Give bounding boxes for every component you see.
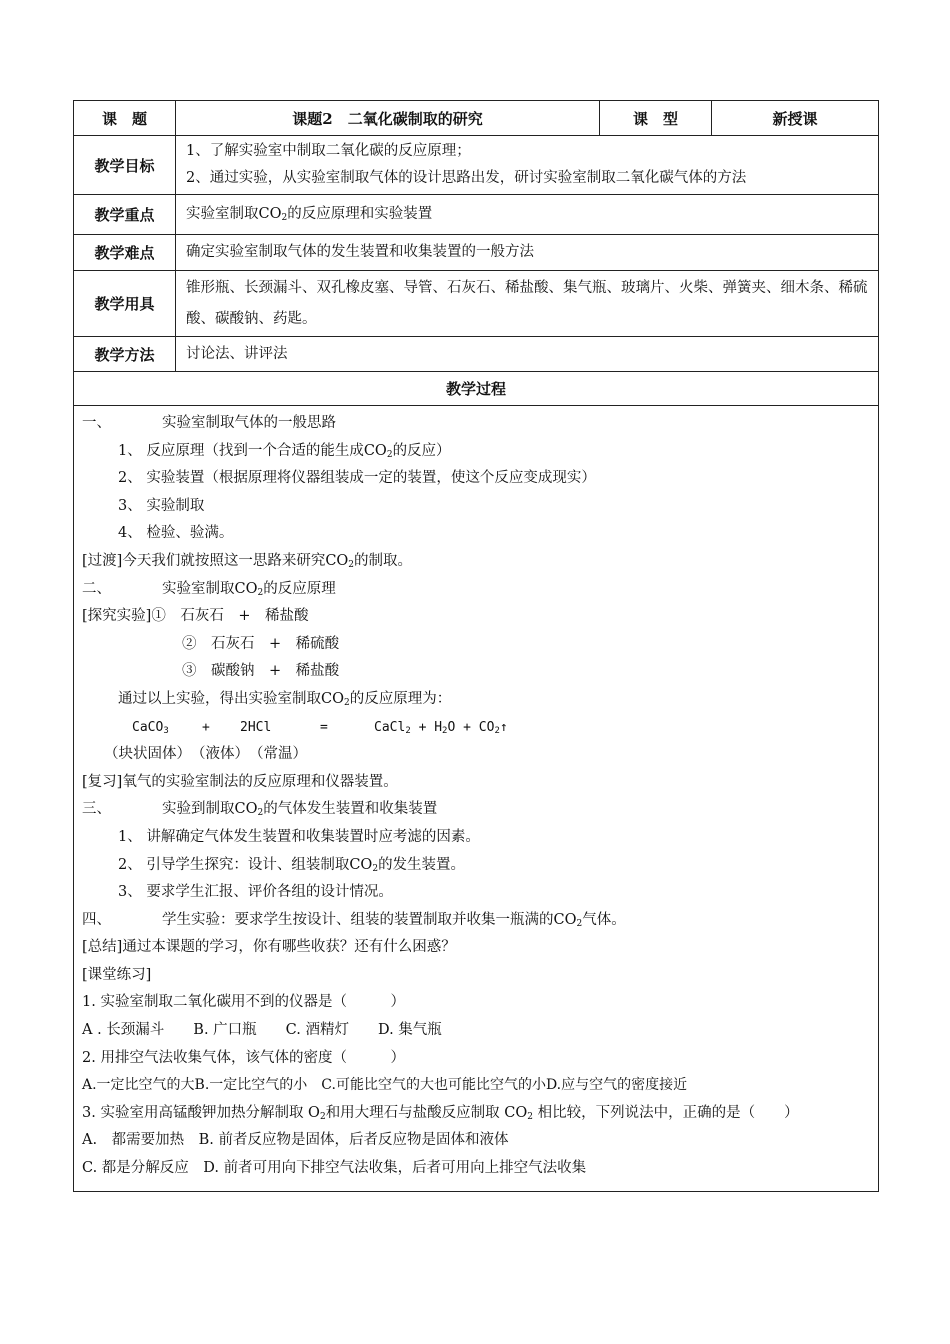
section-3-b: 的气体发生装置和收集装置 (263, 801, 438, 818)
s3-item-3: 3、 要求学生汇报、评价各组的设计情况。 (118, 884, 393, 901)
s1-item-1-a: 1、 反应原理（找到一个合适的能生成CO (118, 442, 387, 459)
question-3-options-cd: C. 都是分解反应 D. 前者可用向下排空气法收集，后者可用向上排空气法收集 (82, 1160, 587, 1177)
eq-h2o: + H (418, 719, 443, 735)
key-text-b: 的反应原理和实验装置 (287, 206, 433, 222)
experiment-1 (82, 603, 870, 631)
eq-cacl2: CaCl (374, 719, 406, 735)
subscript: 2 (281, 213, 288, 223)
lesson-plan-table (73, 100, 879, 1192)
key-text-a: 实验室制取CO (186, 206, 282, 222)
subscript: 2 (319, 1111, 326, 1122)
method-label: 教学方法 (74, 337, 176, 372)
experiment-2: ② 石灰石 + 稀硫酸 (182, 635, 340, 652)
section-2 (82, 576, 870, 604)
key-row (74, 195, 879, 235)
conclusion-b: 的反应原理为： (349, 690, 452, 707)
section-4-a: 学生实验：要求学生按设计、组装的装置制取并收集一瓶满的CO (162, 911, 577, 928)
section-3-num: 三、 (82, 801, 111, 818)
topic-value: 课题2 二氧化碳制取的研究 (176, 101, 600, 136)
experiment-3: ③ 碳酸钠 + 稀盐酸 (182, 663, 340, 680)
key-value (176, 195, 879, 235)
experiment-1-text: ① 石灰石 + 稀盐酸 (151, 608, 309, 625)
key-label: 教学重点 (74, 195, 176, 235)
section-2-num: 二、 (82, 580, 111, 597)
subscript: 2 (257, 808, 264, 819)
tools-label: 教学用具 (74, 271, 176, 337)
question-3 (82, 1100, 870, 1128)
subscript: 2 (257, 587, 264, 598)
process-title: 教学过程 (74, 372, 879, 406)
subscript: 2 (442, 725, 448, 736)
eq-equals: = (320, 719, 328, 735)
header-row (74, 101, 879, 136)
practice-heading: [课堂练习] (82, 966, 152, 983)
section-3 (82, 796, 870, 824)
type-label: 课 型 (600, 101, 712, 136)
section-4 (82, 907, 870, 935)
section-3-a: 实验到制取CO (162, 801, 258, 818)
section-1 (82, 410, 870, 438)
process-body-row (74, 406, 879, 1192)
question-1: 1. 实验室制取二氧化碳用不到的仪器是（ ） (82, 994, 405, 1011)
conditions: （块状固体） （液体） （常温） (104, 746, 307, 763)
lesson-plan-sheet (73, 100, 878, 1192)
difficult-value: 确定实验室制取气体的发生装置和收集装置的一般方法 (176, 235, 879, 271)
subscript: 2 (343, 697, 350, 708)
s3-item-1: 1、 讲解确定气体发生装置和收集装置时应考滤的因素。 (118, 828, 480, 845)
s3-item-2-a: 2、 引导学生探究：设计、组装制取CO (118, 856, 373, 873)
summary: [总结]通过本课题的学习，你有哪些收获？还有什么困惑？ (82, 939, 456, 956)
section-1-num: 一、 (82, 415, 111, 431)
transition-b: 的制取。 (354, 552, 413, 569)
s3-item-2-b: 的发生装置。 (378, 856, 466, 873)
difficult-row (74, 235, 879, 271)
eq-plus: + (202, 719, 210, 735)
subscript: 2 (386, 449, 393, 460)
method-value: 讨论法、讲评法 (176, 337, 879, 372)
subscript: 2 (494, 725, 500, 736)
eq-hcl: 2HCl (240, 719, 272, 735)
chemical-equation (82, 714, 870, 742)
s3-item-2 (82, 852, 870, 880)
gas-arrow-icon: ↑ (499, 719, 508, 735)
transition (82, 548, 870, 576)
subscript: 2 (348, 559, 355, 570)
conclusion (82, 686, 870, 714)
transition-a: [过渡]今天我们就按照这一思路来研究CO (82, 552, 349, 569)
method-row (74, 337, 879, 372)
s1-item-1-b: 的反应） (392, 442, 451, 459)
topic-label: 课 题 (74, 101, 176, 136)
subscript: 3 (163, 725, 169, 736)
question-1-options: A . 长颈漏斗 B. 广口瓶 C. 酒精灯 D. 集气瓶 (82, 1022, 442, 1039)
goals-row (74, 136, 879, 195)
question-2-options: A.一定比空气的大B.一定比空气的小 C.可能比空气的大也可能比空气的小D.应与空气的密度接近 (82, 1077, 688, 1094)
section-2-a: 实验室制取CO (162, 580, 258, 597)
question-3-c: 相比较，下列说法中，正确的是（ ） (533, 1104, 799, 1121)
tools-value: 锥形瓶、长颈漏斗、双孔橡皮塞、导管、石灰石、稀盐酸、集气瓶、玻璃片、火柴、弹簧夹、细木条、稀硫酸、碳酸钠、药匙。 (176, 271, 879, 337)
eq-o-co2: O + CO (447, 719, 495, 735)
question-3-b: 和用大理石与盐酸反应制取 CO (325, 1104, 528, 1121)
question-3-options-ab: A. 都需要加热 B. 前者反应物是固体，后者反应物是固体和液体 (82, 1132, 509, 1149)
process-body (74, 406, 879, 1192)
subscript: 2 (405, 725, 411, 736)
difficult-label: 教学难点 (74, 235, 176, 271)
review: [复习]氧气的实验室制法的反应原理和仪器装置。 (82, 773, 398, 790)
subscript: 2 (527, 1111, 534, 1122)
s1-item-1 (82, 438, 870, 466)
s1-item-4: 4、 检验、验满。 (118, 525, 234, 542)
section-4-num: 四、 (82, 911, 111, 928)
question-3-a: 3. 实验室用高锰酸钾加热分解制取 O (82, 1104, 320, 1121)
type-value: 新授课 (712, 101, 879, 136)
goal-2: 2、通过实验，从实验室制取气体的设计思路出发，研讨实验室制取二氧化碳气体的方法 (186, 170, 747, 186)
subscript: 2 (576, 918, 583, 929)
goals-value (176, 136, 879, 195)
s1-item-3: 3、 实验制取 (118, 497, 205, 514)
eq-caco3: CaCO (132, 719, 164, 735)
experiment-prefix: [探究实验] (82, 608, 152, 625)
process-title-row (74, 372, 879, 406)
goals-label: 教学目标 (74, 136, 176, 195)
conclusion-a: 通过以上实验，得出实验室制取CO (118, 690, 344, 707)
section-1-text: 实验室制取气体的一般思路 (162, 415, 336, 431)
question-2: 2. 用排空气法收集气体，该气体的密度（ ） (82, 1049, 405, 1066)
section-4-b: 气体。 (582, 911, 626, 928)
s1-item-2: 2、 实验装置（根据原理将仪器组装成一定的装置，使这个反应变成现实） (118, 470, 596, 487)
section-2-b: 的反应原理 (263, 580, 336, 597)
goal-1: 1、了解实验室中制取二氧化碳的反应原理； (186, 143, 471, 159)
subscript: 2 (372, 863, 379, 874)
tools-row (74, 271, 879, 337)
